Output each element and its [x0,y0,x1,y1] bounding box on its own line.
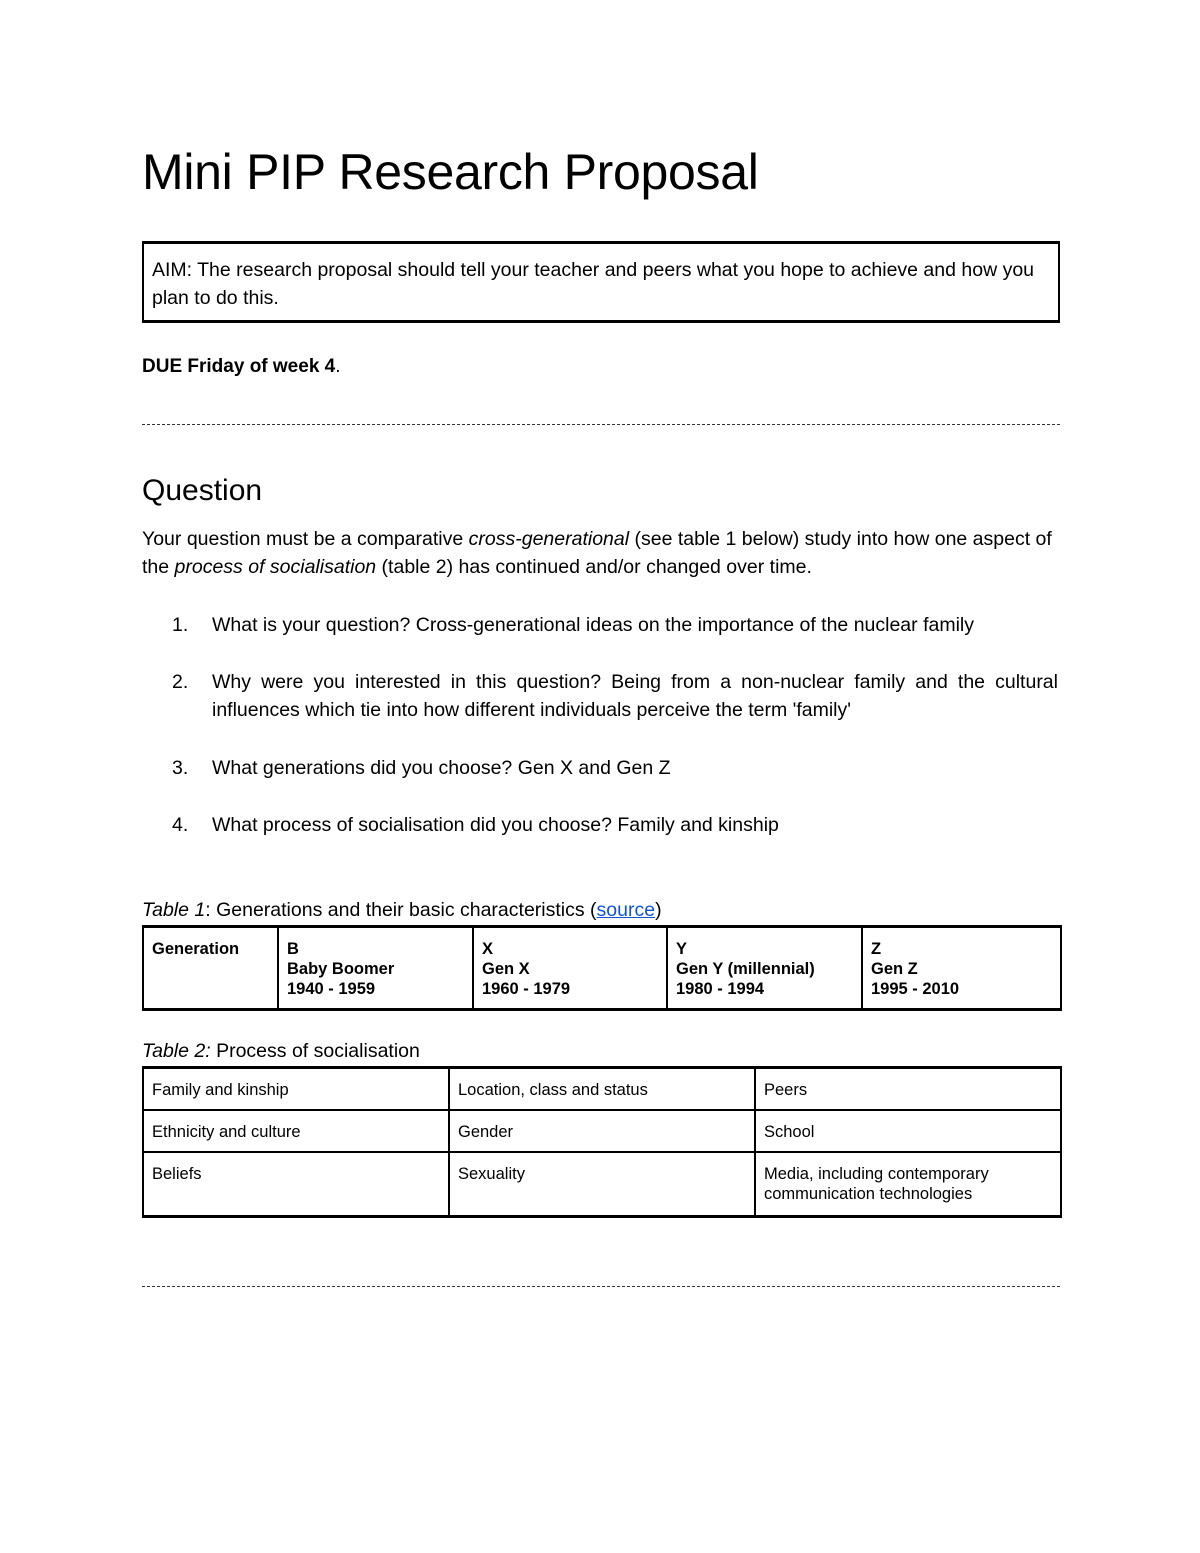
table-cell: Gender [449,1110,755,1152]
table1-caption-label: Table 1 [142,899,206,921]
table-row [143,1110,1061,1152]
table-cell: Peers [755,1068,1061,1111]
gen-name: Baby Boomer [287,960,395,978]
table1-caption-text: : Generations and their basic characteristics ( [205,899,597,921]
table-cell: Sexuality [449,1152,755,1217]
gen-years: 1995 - 2010 [871,980,960,998]
intro-text-3: (table 2) has continued and/or changed over time. [376,556,812,578]
socialisation-table [142,1066,1062,1218]
list-item-text: What generations did you choose? Gen X and Gen Z [212,757,671,779]
list-item-number: 1. [172,614,189,636]
gen-letter: B [287,940,299,958]
gen-name: Gen Y (millennial) [676,960,815,978]
intro-text-1: Your question must be a comparative [142,528,469,550]
table-cell: Location, class and status [449,1068,755,1111]
intro-italic-1: cross-generational [468,528,630,550]
table-cell-gen-z [862,927,1061,1010]
gen-years: 1940 - 1959 [287,980,376,998]
list-item-text: What process of socialisation did you choose? Family and kinship [212,814,779,836]
table2-caption-label: Table 2: [142,1040,211,1062]
list-item-text: Why were you interested in this question? Being from a non-nuclear family and the cultural influences which tie into how different individuals perceive the term 'family' [212,671,1058,721]
table-row [143,1068,1061,1111]
gen-years: 1960 - 1979 [482,980,571,998]
table-row [143,927,1061,1010]
table-row [143,1152,1061,1217]
intro-italic-2: process of socialisation [174,556,377,578]
table-cell: Family and kinship [143,1068,449,1111]
gen-years: 1980 - 1994 [676,980,765,998]
table-cell-gen-y [667,927,862,1010]
gen-letter: X [482,940,494,958]
page-title: Mini PIP Research Proposal [142,144,759,200]
gen-name: Gen Z [871,960,918,978]
due-date [142,354,341,380]
table-cell: Ethnicity and culture [143,1110,449,1152]
table1-caption [142,897,662,923]
question-heading: Question [142,474,263,507]
table-cell: Media, including contemporary communication technologies [755,1152,1061,1217]
list-item-text: What is your question? Cross-generational ideas on the importance of the nuclear family [212,614,974,636]
divider-bottom [142,1286,1060,1289]
table2-caption [142,1038,420,1064]
table-cell: School [755,1110,1061,1152]
table-cell: Beliefs [143,1152,449,1217]
generation-label: Generation [152,940,240,958]
gen-name: Gen X [482,960,530,978]
gen-letter: Z [871,940,882,958]
gen-letter: Y [676,940,688,958]
due-date-bold: DUE Friday of week 4 [142,356,336,377]
aim-text: AIM: The research proposal should tell your teacher and peers what you hope to achieve and how you plan to do this. [152,259,1035,309]
table1-caption-end: ) [655,899,662,921]
aim-box [142,241,1060,323]
list-item-number: 3. [172,757,189,779]
table-cell-gen-b [278,927,473,1010]
table2-caption-text: Process of socialisation [210,1040,420,1062]
question-intro [142,525,1060,581]
table-cell-generation-label [143,927,278,1010]
source-link[interactable]: source [596,899,656,921]
list-item-number: 2. [172,671,189,693]
generations-table [142,925,1062,1011]
table-cell-gen-x [473,927,667,1010]
divider-top [142,424,1060,427]
list-item-number: 4. [172,814,189,836]
due-date-suffix: . [335,356,341,377]
intro-text-2: (see table 1 below) study into how one aspect of the [142,528,1052,578]
